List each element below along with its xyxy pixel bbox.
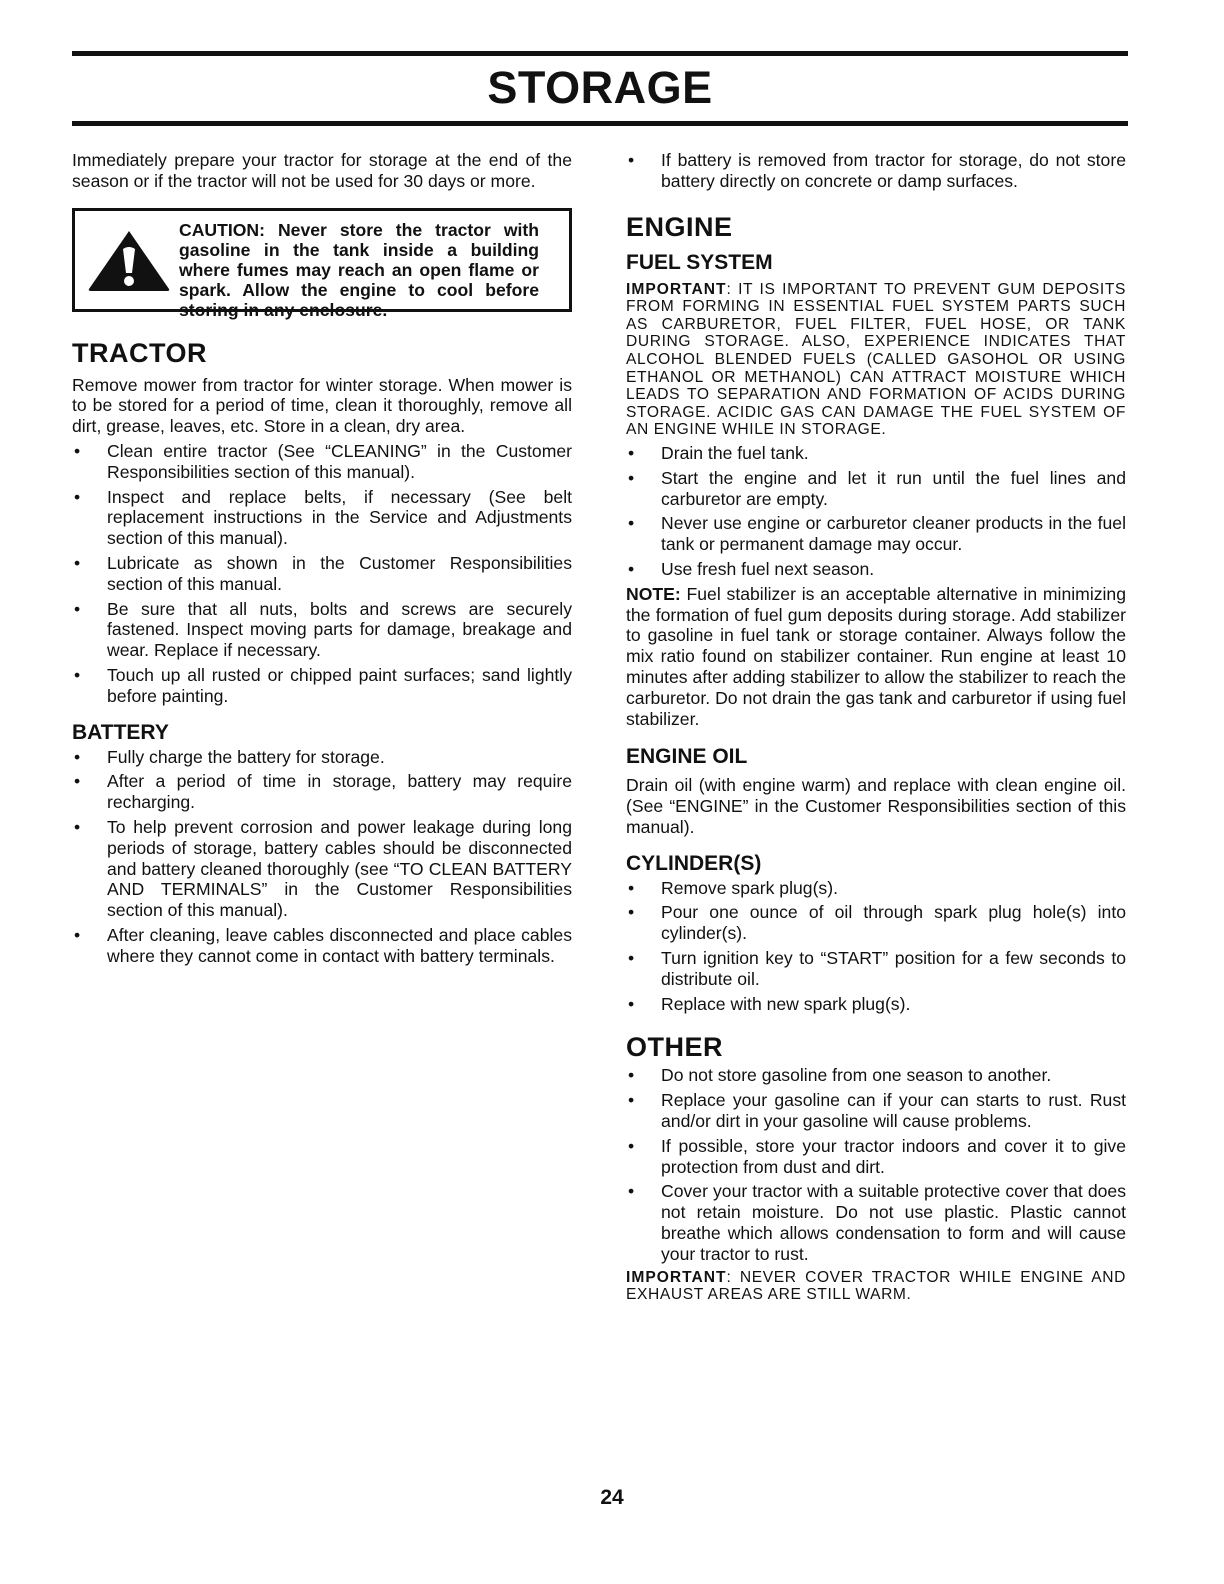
- list-item: • Inspect and replace belts, if necessary (See belt replacement instructions in the Service and Adjustments section of this manual).: [74, 486, 572, 549]
- page-title: STORAGE: [487, 62, 713, 113]
- battery-heading: BATTERY: [72, 720, 169, 744]
- battery-storage-list: [626, 150, 1126, 192]
- other-list: [626, 1065, 1126, 1264]
- warning-triangle-icon: [87, 229, 171, 293]
- caution-box: [72, 208, 572, 320]
- fuel-list: [626, 443, 1126, 580]
- list-item: • Never use engine or carburetor cleaner products in the fuel tank or permanent damage may occur.: [628, 513, 1126, 555]
- fuel-important-note: IMPORTANT: IT IS IMPORTANT TO PREVENT GUM DEPOSITS FROM FORMING IN ESSENTIAL FUEL SYSTEM PARTS SUCH AS CARBURETOR, FUEL FILTER, FUEL HOSE, OR TANK DURING STORAGE. ALSO, EXPERIENCE INDICATES THAT ALCOHOL BLENDED FUELS (CALLED GASOHOL OR USING ETHANOL OR METHANOL) CAN ATTRACT MOISTURE WHICH LEADS TO SEPARATION AND FORMATION OF ACIDS DURING STORAGE. ACIDIC GAS CAN DAMAGE THE FUEL SYSTEM OF AN ENGINE WHILE IN STORAGE.: [626, 280, 1126, 439]
- list-item: • After cleaning, leave cables disconnected and place cables where they cannot come in contact with battery terminals.: [74, 924, 572, 966]
- tractor-body: Remove mower from tractor for winter storage. When mower is to be stored for a period of time, clean it thoroughly, remove all dirt, grease, leaves, etc. Store in a clean, dry area.: [72, 374, 572, 437]
- cylinders-list: [626, 878, 1126, 1015]
- list-item: • Clean entire tractor (See “CLEANING” in the Customer Responsibilities section of this manual).: [74, 440, 572, 482]
- list-item: • Remove spark plug(s).: [628, 877, 838, 898]
- intro-text: Immediately prepare your tractor for storage at the end of the season or if the tractor will not be used for 30 days or more.: [72, 150, 572, 191]
- fuel-system-heading: FUEL SYSTEM: [626, 250, 773, 274]
- top-rule: [72, 51, 1128, 56]
- left-column: [72, 150, 572, 971]
- list-item: • Pour one ounce of oil through spark plug hole(s) into cylinder(s).: [628, 902, 1126, 944]
- list-item: • To help prevent corrosion and power leakage during long periods of storage, battery cables should be disconnected and battery cleaned thoroughly (see “TO CLEAN BATTERY AND TERMINALS” in the Customer Responsibilities section of this manual).: [74, 816, 572, 921]
- list-item: • Touch up all rusted or chipped paint surfaces; sand lightly before painting.: [74, 664, 572, 706]
- list-item: • After a period of time in storage, battery may require recharging.: [74, 771, 572, 813]
- title-underline: [72, 121, 1128, 126]
- list-item: • Be sure that all nuts, bolts and screws are securely fastened. Inspect moving parts for damage, breakage and wear. Replace if necessary.: [74, 598, 572, 661]
- list-item: • Replace your gasoline can if your can starts to rust. Rust and/or dirt in your gasoline will cause problems.: [628, 1090, 1126, 1132]
- battery-list: [72, 747, 572, 967]
- list-item: • Start the engine and let it run until the fuel lines and carburetor are empty.: [628, 467, 1126, 509]
- other-important-note: IMPORTANT: NEVER COVER TRACTOR WHILE ENGINE AND EXHAUST AREAS ARE STILL WARM.: [626, 1268, 1126, 1304]
- list-item: • If possible, store your tractor indoors and cover it to give protection from dust and dirt.: [628, 1135, 1126, 1177]
- tractor-list: [72, 441, 572, 707]
- other-heading: OTHER: [626, 1032, 723, 1063]
- engine-heading: ENGINE: [626, 211, 733, 242]
- list-item: • Do not store gasoline from one season to another.: [628, 1065, 1052, 1086]
- list-item: • Cover your tractor with a suitable protective cover that does not retain moisture. Do not use plastic. Plastic cannot breathe which allows condensation to form and will cause your tractor to rust.: [628, 1181, 1126, 1264]
- page-number: 24: [600, 1486, 624, 1509]
- list-item: • Turn ignition key to “START” position for a few seconds to distribute oil.: [628, 948, 1126, 989]
- tractor-heading: TRACTOR: [72, 337, 207, 368]
- list-item: • Lubricate as shown in the Customer Responsibilities section of this manual.: [74, 552, 572, 594]
- list-item: • If battery is removed from tractor for storage, do not store battery directly on concrete or damp surfaces.: [628, 150, 1126, 191]
- cylinders-heading: CYLINDER(S): [626, 851, 762, 875]
- list-item: • Drain the fuel tank.: [628, 442, 809, 463]
- caution-text: CAUTION: Never store the tractor with gasoline in the tank inside a building where fumes may reach an open flame or spark. Allow the engine to cool before storing in any enclosure.: [179, 219, 539, 320]
- engine-oil-body: Drain oil (with engine warm) and replace with clean engine oil. (See “ENGINE” in the Customer Responsibilities section of this manual).: [626, 775, 1126, 837]
- list-item: • Fully charge the battery for storage.: [74, 746, 385, 767]
- fuel-stabilizer-note: NOTE: Fuel stabilizer is an acceptable alternative in minimizing the formation of fuel gum deposits during storage. Add stabilizer to gasoline in fuel tank or storage container. Always follow the mix ratio found on stabilizer container. Run engine at least 10 minutes after adding stabilizer to allow the stabilizer to reach the carburetor. Do not drain the gas tank and carburetor if using fuel stabilizer.: [626, 583, 1126, 729]
- list-item: • Use fresh fuel next season.: [628, 558, 875, 579]
- list-item: • Replace with new spark plug(s).: [628, 993, 911, 1014]
- right-column: [626, 150, 1126, 1304]
- engine-oil-heading: ENGINE OIL: [626, 745, 748, 769]
